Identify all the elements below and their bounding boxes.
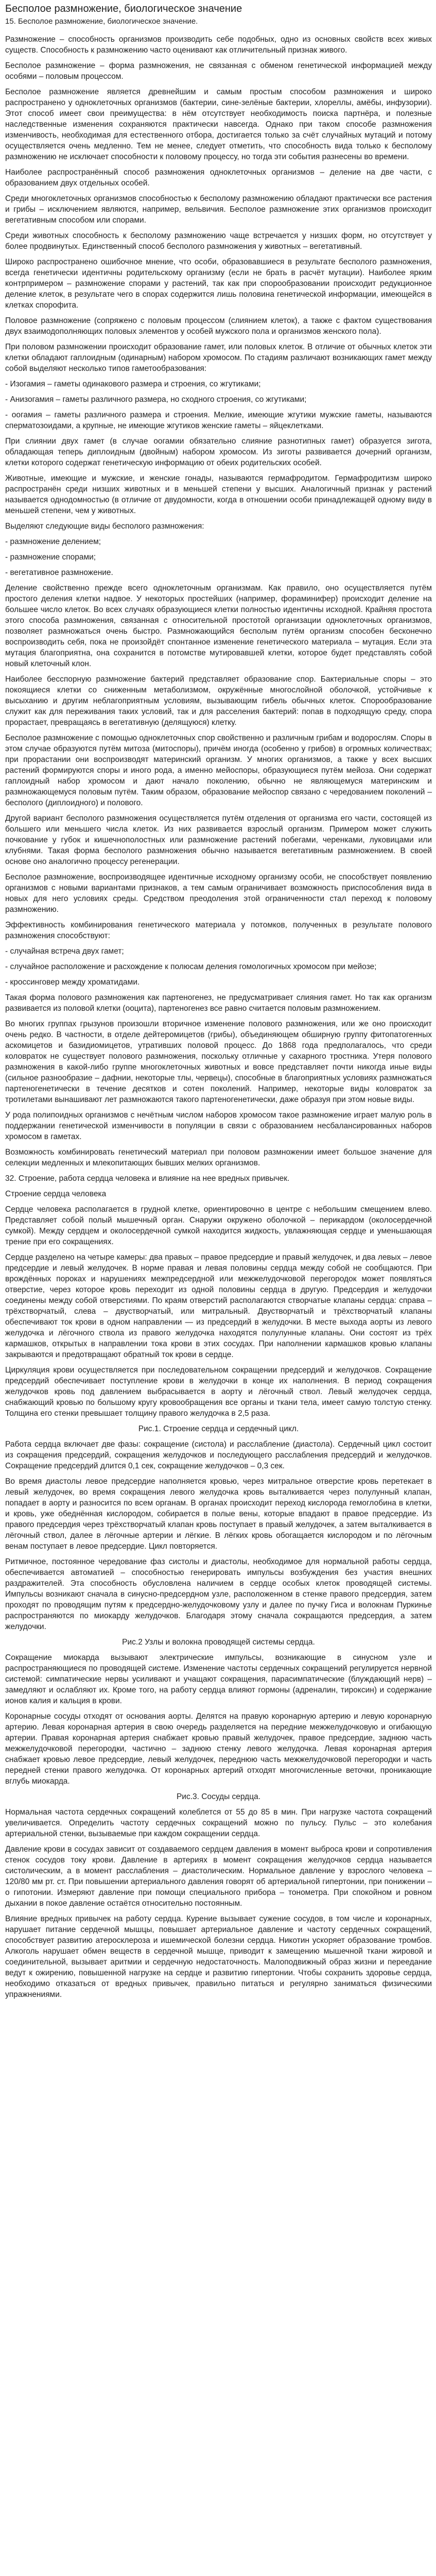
paragraph: - оогамия – гаметы различного размера и строения. Мелкие, имеющие жгутики мужские гаметы, называются сперматозоидами, а крупные, не имеющие жгутиков женские гаметы – яйцеклетками. — [5, 411, 432, 430]
paragraph: Рис.3. Сосуды сердца. — [176, 1792, 261, 1801]
paragraph: Возможность комбинировать генетический материал при половом размножении имеет большое значение для селекции медленных и млекопитающих бывших мелких организмов. — [5, 1148, 432, 1167]
paragraph: Рис.1. Строение сердца и сердечный цикл. — [138, 1425, 299, 1433]
paragraph: - случайная встреча двух гамет; — [5, 947, 124, 956]
paragraph: Бесполое размножение с помощью одноклеточных спор свойственно и различным грибам и водорослям. Споры в этом случае образуются путём митоза (митоспоры), причём иногда (особенно у грибов) в огромных количествах; при прорастании они воспроизводят материнский организм. У многих организмов, а также у всех высших растений формируются споры и иного рода, а именно мейоспоры, образующиеся путём мейоза. Они содержат гаплоидный набор хромосом и дают начало поколению, обычно не являющемуся материнским и размножающемуся половым путём. Таким образом, образование мейоспор связано с чередованием поколений – бесполого (диплоидного) и полового. — [5, 734, 432, 807]
paragraph: Во многих группах грызунов произошли вторичное изменение полового размножения, или же оно происходит очень редко. В частности, в отделе дейтеромицетов (грибы), объединяющем обширную группу фитопатогенных аскомицетов и базидиомицетов, утративших половой процесс. До 1868 года предполагалось, что среди коловраток не существует полового размножения, поскольку отличные у сахарного тростника. Утеря полового размножения в какой-либо группе многоклеточных животных и вовсе представляет почти никогда иные виды (сильное разнообразие – дафнии, некоторые тлы, червецы), способные в благоприятных условиях размножаться партеногенетически в течение десятков и сотен поколений. Например, некоторые виды коловраток за тротилетами вынашивают лет размножаются такого партеногенетически, даже образуя при этом новые виды. — [5, 1020, 432, 1104]
page-title: Бесполое размножение, биологическое значение — [5, 3, 242, 14]
paragraph: - кроссинговер между хроматидами. — [5, 978, 140, 987]
paragraph: Широко распространено ошибочное мнение, что особи, образовавшиеся в результате бесполого размножения, всегда генетически идентичны родительскому организму (если не брать в расчёт мутации). Наиболее ярким контрпримером – размножение спорами у растений, так как при спорообразовании происходит редукционное деление клеток, в результате чего в спорах содержится лишь половина генетической информации, имеющейся в клетках спорофита. — [5, 258, 432, 310]
paragraph: Циркуляция крови осуществляется при последовательном сокращении предсердий и желудочков. Сокращение предсердий обеспечивает поступление крови в желудочки в конце их наполнения. В период сокращения желудочков кровь под давлением выбрасывается в аорту и лёгочный ствол. Левый желудочек сердца, снабжающий кровью по большому кругу кровообращения все органы и ткани тела, имеет самую толстую стенку. Толщина его стенки превышает толщину правого желудочка в 2,5 раза. — [5, 1366, 432, 1418]
paragraph: Выделяют следующие виды бесполого размножения: — [5, 522, 204, 531]
paragraph: Сердце человека располагается в грудной клетке, ориентировочно в центре с небольшим смещением влево. Представляет собой полый мышечный орган. Снаружи окружено оболочкой – перикардом (околосердечной сумкой). Между сердцем и околосердечной сумкой находится жидкость, увлажняющая сердце и уменьшающая трение при его сокращениях. — [5, 1205, 432, 1246]
paragraph: - случайное расположение и расхождение к полюсам деления гомологичных хромосом при мейозе; — [5, 962, 377, 971]
paragraph: Бесполое размножение является древнейшим и самым простым способом размножения и широко распространено у одноклеточных организмов (бактерии, сине-зелёные бактерии, хлореллы, амёбы, инфузории). Этот способ имеет свои преимущества: в нём отсутствует необходимость поиска партнёра, и полезные наследственные изменения сохраняются практически навсегда. Однако при таком способе размножения изменчивость, необходимая для естественного отбора, достигается только за счёт случайных мутаций и потому осуществляется очень медленно. Тем не менее, следует отметить, что способность вида только к бесполому размножению не исключает способности к половому процессу, но тогда эти события разнесены во времени. — [5, 88, 432, 161]
paragraph: Деление свойственно прежде всего одноклеточным организмам. Как правило, оно осуществляется путём простого деления клетки надвое. У некоторых простейших (например, фораминифер) происходит деление на большее число клеток. Во всех случаях образующиеся клетки полностью идентичны исходной. Крайняя простота этого способа размножения, связанная с относительной простотой организации одноклеточных организмов, позволяет размножаться очень быстро. Размножающийся бесполым путём организм способен бесконечно воспроизводить себя, пока не произойдёт спонтанное изменение генетического материала – мутация. Если эта мутация благоприятна, она сохранится в потомстве мутировавшей клетки, которое будет представлять собой новый клеточный клон. — [5, 584, 432, 668]
paragraph: Влияние вредных привычек на работу сердца. Курение вызывает сужение сосудов, в том числе и коронарных, нарушает питание сердечной мышцы, повышает артериальное давление и частоту сердечных сокращений, способствует развитию атеросклероза и ишемической болезни сердца. Никотин ускоряет образование тромбов. Алкоголь нарушает обмен веществ в сердечной мышце, приводит к замещению мышечной ткани жировой и соединительной, вызывает аритмии и сердечную недостаточность. Малоподвижный образ жизни и переедание ведут к ожирению, повышенной нагрузке на сердце и развитию гипертонии. Чтобы сохранить здоровье сердца, необходимо отказаться от вредных привычек, правильно питаться и регулярно заниматься физическими упражнениями. — [5, 1914, 432, 1999]
paragraph: Среди животных способность к бесполому размножению чаще встречается у низших форм, но отсутствует у более продвинутых. Единственный способ бесполого размножения у животных – вегетативный. — [5, 231, 432, 251]
paragraph: Наиболее распространённый способ размножения одноклеточных организмов – деление на две части, с образованием двух отдельных особей. — [5, 168, 432, 188]
paragraph: Размножение – способность организмов производить себе подобных, одно из основных свойств всех живых существ. Способность к размножению часто оценивают как отличительный признак живого. — [5, 35, 432, 55]
paragraph: Во время диастолы левое предсердие наполняется кровью, через митральное отверстие кровь перетекает в левый желудочек, во время сокращения левого желудочка кровь выталкивается через полулунный клапан, попадает в аорту и разносится по всем органам. В органах происходит переход кислорода гемоглобина в клетки, и кровь, уже обеднённая кислородом, собирается в полые вены, которые впадают в правое предсердие. Из правого предсердия через трёхстворчатый клапан кровь поступает в правый желудочек, а затем выталкивается в лёгочный ствол, далее в лёгочные артерии и лёгкие. В лёгких кровь обогащается кислородом и по лёгочным венам поступает в левое предсердие. Цикл повторяется. — [5, 1477, 432, 1551]
paragraph: У рода полипоидных организмов с нечётным числом наборов хромосом такое размножение играет малую роль в поддержании генетической изменчивости в популяции в связи с образованием несбалансированных наборов хромосом в гаметах. — [5, 1111, 432, 1141]
paragraph: - Анизогамия – гаметы различного размера, но сходного строения, со жгутиками; — [5, 395, 307, 404]
paragraph: Ритмичное, постоянное чередование фаз систолы и диастолы, необходимое для нормальной работы сердца, обеспечивается автоматией – способностью генерировать импульсы возбуждения без участия внешних раздражителей. Эта способность обусловлена наличием в сердце особых клеток проводящей системы. Импульсы возникают сначала в синусно-предсердном узле, расположенном в стенке правого предсердия, затем проходят по проводящим путям к предсердно-желудочковому узлу и далее по пучку Гиса и волокнам Пуркинье распространяются по миокарду желудочков. Благодаря этому сначала сокращаются предсердия, а затем желудочки. — [5, 1557, 432, 1631]
paragraph: - Изогамия – гаметы одинакового размера и строения, со жгутиками; — [5, 380, 261, 388]
paragraph: Строение сердца человека — [5, 1190, 107, 1198]
paragraph: Другой вариант бесполого размножения осуществляется путём отделения от организма его части, состоящей из большего или меньшего числа клеток. Из них развивается взрослый организм. Примером может служить почкование у губок и кишечнополостных или размножение растений побегами, черенками, луковицами или клубнями. Такая форма бесполого размножения обычно называется вегетативным размножением. В своей основе оно аналогично процессу регенерации. — [5, 814, 432, 866]
paragraph: При половом размножении происходит образование гамет, или половых клеток. В отличие от обычных клеток эти клетки обладают гаплоидным (одинарным) набором хромосом. По стадиям различают возникающих гамет между собой выделяют несколько типов гаметообразования: — [5, 343, 432, 373]
paragraph: 32. Строение, работа сердца человека и влияние на нее вредных привычек. — [5, 1174, 290, 1183]
paragraph: - вегетативное размножение. — [5, 568, 113, 577]
paragraph: Рис.2 Узлы и волокна проводящей системы сердца. — [122, 1638, 315, 1647]
paragraph: Сердце разделено на четыре камеры: два правых – правое предсердие и правый желудочек, и два левых – левое предсердие и левый желудочек. В норме правая и левая половины сердца между собой не сообщаются. При врождённых пороках и нарушениях межпредсердной или межжелудочковой перегородок может появляться отверстие, через которое кровь переходит из одной половины сердца в другую. Предсердия и желудочки соединены между собой отверстиями. По краям отверстий располагаются створчатые клапаны сердца: справа – трёхстворчатый, слева – двустворчатый, или митральный. Двустворчатый и трёхстворчатый клапаны обеспечивают ток крови в одном направлении — из предсердий в желудочки. В месте выхода аорты из левого желудочка и лёгочного ствола из правого желудочка находятся полулунные клапаны. Они состоят из трёх кармашков, открытых в направлении тока крови в этих сосудах. При наполнении кармашков кровью клапаны закрываются и предотвращают обратный ток крови в сердце. — [5, 1253, 432, 1359]
article-body — [5, 34, 432, 2000]
paragraph: Среди многоклеточных организмов способностью к бесполому размножению обладают практически все растения и грибы – исключением являются, например, вельвичия. Бесполое размножение этих организмов происходит вегетативным способом или спорами. — [5, 194, 432, 225]
paragraph: При слиянии двух гамет (в случае оогамии обязательно слияние разнотипных гамет) образуется зигота, обладающая теперь диплоидным (двойным) набором хромосом. Из зиготы развивается дочерний организм, клетки которого содержат генетическую информацию от обеих родительских особей. — [5, 437, 432, 467]
paragraph: Бесполое размножение, воспроизводящее идентичные исходному организму особи, не способствует появлению организмов с новыми вариантами признаков, а тем самым ограничивает возможность приспособления вида в новых для него условиях среды. Средством преодоления этой ограниченности стал переход к половому размножению. — [5, 873, 432, 914]
page-subtitle: 15. Бесполое размножение, биологическое значение. — [5, 17, 198, 26]
paragraph: Сокращение миокарда вызывают электрические импульсы, возникающие в синусном узле и распространяющиеся по проводящей системе. Изменение частоты сердечных сокращений регулируется нервной системой: симпатические нервы усиливают и учащают сокращения, парасимпатические (блуждающий нерв) – замедляют и ослабляют их. Кроме того, на работу сердца влияют гормоны (адреналин, тироксин) и содержание ионов калия и кальция в крови. — [5, 1653, 432, 1705]
paragraph: Нормальная частота сердечных сокращений колеблется от 55 до 85 в мин. При нагрузке частота сокращений увеличивается. Определить частоту сердечных сокращений можно по пульсу. Пульс – это колебания артериальной стенки, вызываемые при каждом сокращении сердца. — [5, 1808, 432, 1838]
paragraph: Бесполое размножение – форма размножения, не связанная с обменом генетической информацией между особями – половым процессом. — [5, 61, 432, 81]
paragraph: Такая форма полового размножения как партеногенез, не предусматривает слияния гамет. Но так как организм развивается из половой клетки (ооцита), партеногенез все равно считается половым размножением. — [5, 993, 432, 1013]
paragraph: - размножение спорами; — [5, 553, 96, 562]
paragraph: Работа сердца включает две фазы: сокращение (систола) и расслабление (диастола). Сердечный цикл состоит из сокращения предсердий, сокращения желудочков и последующего расслабления предсердий и желудочков. Сокращение предсердий длится 0,1 сек, сокращение желудочков – 0,3 сек. — [5, 1440, 432, 1470]
paragraph: Половое размножение (сопряжено с половым процессом (слиянием клеток), а также с фактом существования двух взаимодополняющих половых элементов у особей мужского пола и организмов женского пола). — [5, 316, 432, 336]
paragraph: Животные, имеющие и мужские, и женские гонады, называются гермафродитом. Гермафродитизм широко распространён среди низших животных и в меньшей степени у высших. Аналогичный признак у растений называется однодомностью (в отличие от двудомности, когда в отношении особи принадлежащей одному виду в меньшей степени, чем у животных. — [5, 474, 432, 515]
paragraph: Наиболее бесспорную размножение бактерий представляет образование спор. Бактериальные споры – это покоящиеся клетки со сниженным метаболизмом, окружённые многослойной оболочкой, устойчивые к высыханию и другим неблагоприятным условиям, вызывающим гибель обычных клеток. Спорообразование служит как для переживания таких условий, так и для расселения бактерий: попав в подходящую среду, спора прорастает, превращаясь в вегетативную (делящуюся) клетку. — [5, 675, 432, 727]
paragraph: - размножение делением; — [5, 537, 101, 546]
paragraph: Эффективность комбинирования генетического материала у потомков, полученных в результате полового размножения способствуют: — [5, 921, 432, 940]
paragraph: Давление крови в сосудах зависит от создаваемого сердцем давления в момент выброса крови и сопротивления стенок сосудов току крови. Давление в артериях в момент сокращения желудочков сердца называется систолическим, а в момент расслабления – диастолическим. Нормальное давление у взрослого человека – 120/80 мм рт. ст. При повышении артериального давления говорят об артериальной гипертонии, при понижении – о гипотонии. Измеряют давление при помощи специального прибора – тонометра. При спокойном и ровном дыхании в покое давление остаётся относительно постоянным. — [5, 1845, 432, 1908]
paragraph: Коронарные сосуды отходят от основания аорты. Делятся на правую коронарную артерию и левую коронарную артерию. Левая коронарная артерия в свою очередь разделяется на передние межжелудочковую и огибающую артерии. Правая коронарная артерия снабжает кровью правый желудочек, правое предсердие, заднюю часть межжелудочковой перегородки, частично – заднюю стенку левого желудочка. Левая коронарная артерия снабжает кровью левое предсердие, левый желудочек, переднюю часть межжелудочковой перегородки и часть передней стенки правого желудочка. От коронарных артерий отходят многочисленные веточки, проникающие вглубь миокарда. — [5, 1712, 432, 1786]
